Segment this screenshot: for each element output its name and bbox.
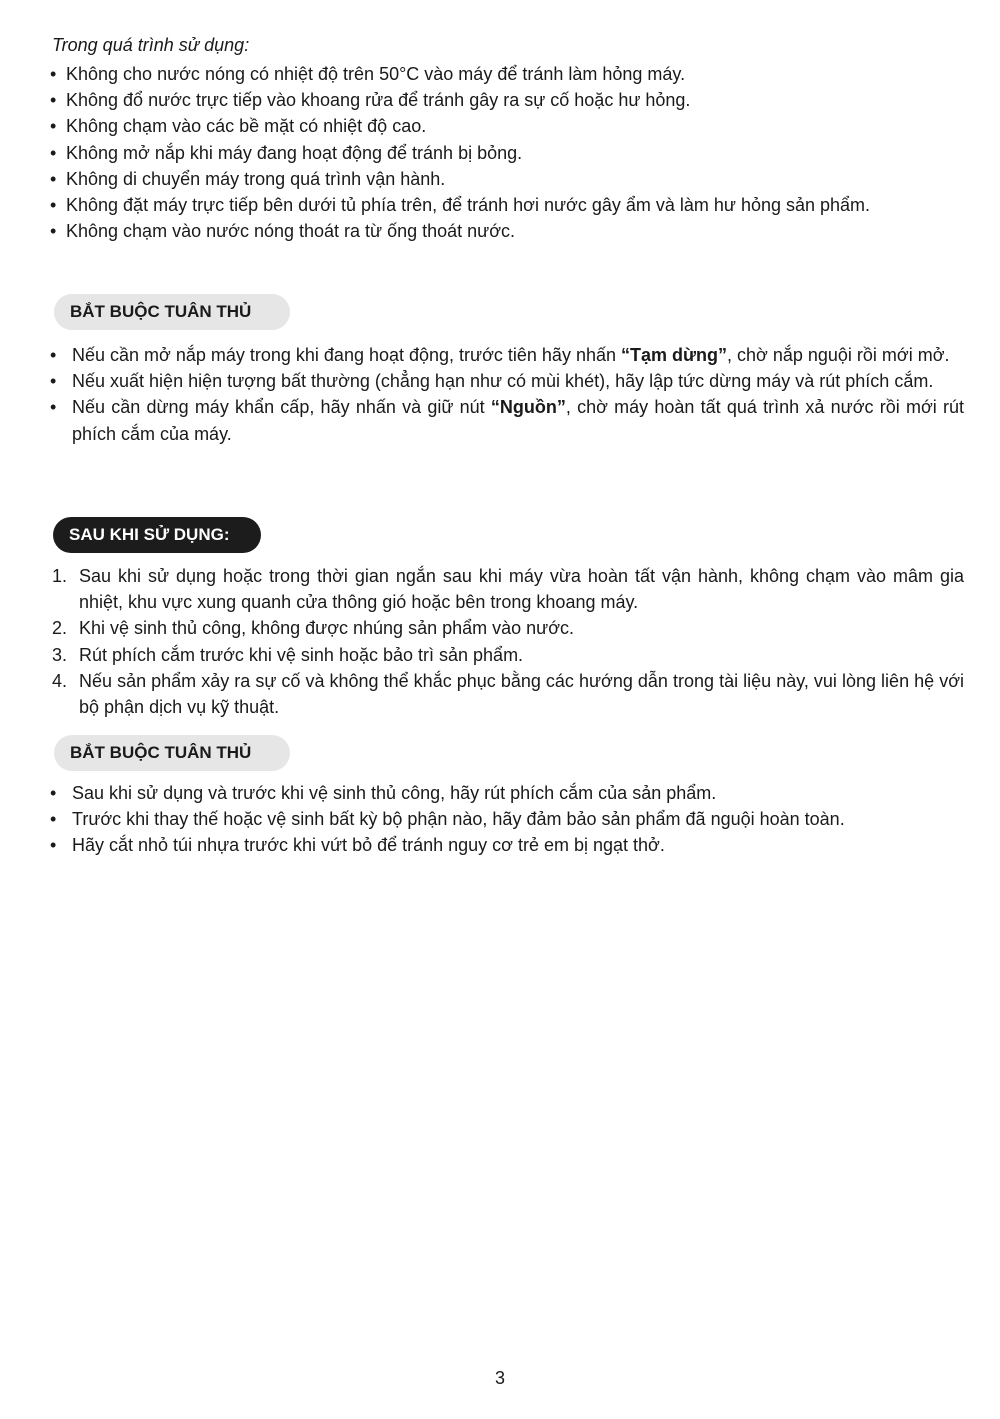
list-item-text: Rút phích cắm trước khi vệ sinh hoặc bảo trì sản phẩm.: [79, 644, 524, 665]
mandatory-compliance-list: [50, 342, 964, 447]
list-item: [50, 806, 964, 832]
mandatory-compliance-badge: BẮT BUỘC TUÂN THỦ: [54, 294, 290, 330]
list-item-text: Sau khi sử dụng và trước khi vệ sinh thủ công, hãy rút phích cắm của sản phẩm.: [72, 783, 717, 803]
bullet-icon: •: [50, 835, 57, 856]
power-button-label: “Nguồn”: [490, 397, 566, 418]
list-item-text: [50, 342, 964, 368]
bullet-icon: •: [50, 195, 57, 216]
page-number: 3: [494, 1368, 505, 1388]
list-item: [50, 113, 964, 139]
list-item: [52, 642, 964, 668]
list-item-number: 3.: [52, 644, 68, 665]
bullet-icon: •: [50, 371, 57, 392]
list-item-text: Không chạm vào nước nóng thoát ra từ ống thoát nước.: [66, 221, 516, 242]
list-item: [52, 668, 964, 720]
list-item: [50, 140, 964, 166]
bullet-icon: •: [50, 168, 57, 189]
list-item-text: Không di chuyển máy trong quá trình vận hành.: [66, 168, 446, 189]
list-item-text: Trước khi thay thế hoặc vệ sinh bất kỳ bộ phận nào, hãy đảm bảo sản phẩm đã nguội hoàn toàn.: [72, 809, 845, 830]
bullet-icon: •: [50, 142, 57, 163]
list-item-text-start: Nếu cần dừng máy khẩn cấp, hãy nhấn và giữ nút: [72, 397, 491, 418]
pause-button-label: “Tạm dừng”: [620, 345, 728, 365]
section-heading-during-use: Trong quá trình sử dụng:: [52, 35, 250, 55]
after-use-badge: SAU KHI SỬ DỤNG:: [53, 517, 261, 553]
list-item-text: Không đặt máy trực tiếp bên dưới tủ phía trên, để tránh hơi nước gây ẩm và làm hư hỏng sản phẩm.: [66, 195, 871, 216]
list-item-text: Hãy cắt nhỏ túi nhựa trước khi vứt bỏ để tránh nguy cơ trẻ em bị ngạt thở.: [72, 835, 665, 856]
list-item-number: 1.: [52, 566, 68, 586]
list-item-number: 4.: [52, 670, 68, 691]
list-item-text: [50, 368, 964, 394]
bullet-icon: •: [50, 116, 57, 137]
list-item: [50, 394, 964, 446]
list-item: [50, 192, 964, 218]
after-use-numbered-list: [52, 563, 964, 720]
list-item: [50, 218, 964, 244]
list-item-text: Nếu sản phẩm xảy ra sự cố và không thể khắc phục bằng các hướng dẫn trong tài liệu này, vui lòng liên hệ với bộ phận dịch vụ kỹ thuật.: [79, 670, 964, 718]
list-item: [50, 780, 964, 806]
list-item-text: Không chạm vào các bề mặt có nhiệt độ cao.: [66, 116, 427, 137]
list-item: [52, 615, 964, 641]
list-item-number: 2.: [52, 618, 68, 639]
bullet-icon: •: [50, 783, 57, 803]
during-use-warning-list: [50, 61, 964, 244]
bullet-icon: •: [50, 64, 57, 84]
list-item: [50, 61, 964, 87]
bullet-icon: •: [50, 90, 57, 111]
list-item-text: Không đổ nước trực tiếp vào khoang rửa để tránh gây ra sự cố hoặc hư hỏng.: [66, 90, 691, 111]
list-item: [50, 832, 964, 858]
list-item: [50, 166, 964, 192]
list-item-text: Không mở nắp khi máy đang hoạt động để tránh bị bỏng.: [66, 142, 523, 163]
bullet-icon: •: [50, 345, 57, 365]
list-item-text: [50, 394, 964, 446]
list-item-text-end: , chờ nắp nguội rồi mới mở.: [727, 345, 950, 365]
bullet-icon: •: [50, 809, 57, 830]
list-item-text: Không cho nước nóng có nhiệt độ trên 50°C vào máy để tránh làm hỏng máy.: [66, 64, 686, 84]
bullet-icon: •: [50, 397, 57, 418]
list-item: [50, 342, 964, 368]
bullet-icon: •: [50, 221, 57, 242]
mandatory-compliance-list: [50, 780, 964, 859]
list-item-text-start: Nếu cần mở nắp máy trong khi đang hoạt động, trước tiên hãy nhấn: [72, 345, 621, 365]
list-item-text-end: , chờ máy hoàn tất quá trình xả nước rồi mới rút phích cắm của máy.: [72, 397, 964, 444]
list-item: [50, 87, 964, 113]
list-item-text: Sau khi sử dụng hoặc trong thời gian ngắn sau khi máy vừa hoàn tất vận hành, không chạm vào mâm gia nhiệt, khu vực xung quanh cửa thông gió hoặc bên trong khoang máy.: [79, 566, 964, 613]
list-item: [50, 368, 964, 394]
list-item: [52, 563, 964, 615]
mandatory-compliance-badge: BẮT BUỘC TUÂN THỦ: [54, 735, 290, 771]
list-item-text: Khi vệ sinh thủ công, không được nhúng sản phẩm vào nước.: [79, 618, 575, 639]
list-item-text-start: Nếu xuất hiện hiện tượng bất thường (chẳng hạn như có mùi khét), hãy lập tức dừng máy và rút phích cắm.: [72, 371, 934, 392]
